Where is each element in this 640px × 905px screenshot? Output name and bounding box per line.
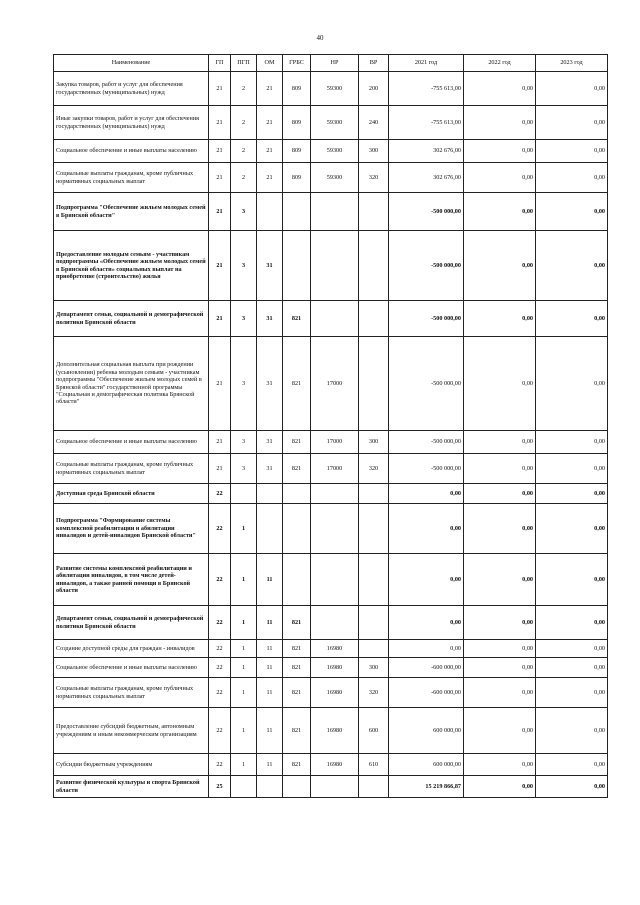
row-name: Социальное обеспечение и иные выплаты населению bbox=[54, 140, 209, 163]
row-gp: 21 bbox=[209, 163, 231, 193]
table-header-row bbox=[54, 55, 608, 72]
row-amount-2023: 0,00 bbox=[536, 504, 608, 554]
row-amount-2023: 0,00 bbox=[536, 72, 608, 106]
row-nr: 17000 bbox=[311, 337, 359, 431]
table-row bbox=[54, 504, 608, 554]
row-name: Предоставление субсидий бюджетным, автономным учреждениям и иным некоммерческим организациям bbox=[54, 708, 209, 754]
row-pgp: 1 bbox=[231, 640, 257, 658]
row-nr: 59300 bbox=[311, 140, 359, 163]
row-amount-2022: 0,00 bbox=[464, 163, 536, 193]
row-amount-2021: 0,00 bbox=[389, 606, 464, 640]
row-gp: 22 bbox=[209, 554, 231, 606]
table-row bbox=[54, 106, 608, 140]
row-amount-2022: 0,00 bbox=[464, 140, 536, 163]
row-om: 21 bbox=[257, 72, 283, 106]
row-name: Департамент семьи, социальной и демографической политики Брянской области bbox=[54, 301, 209, 337]
row-nr bbox=[311, 504, 359, 554]
row-pgp: 3 bbox=[231, 454, 257, 484]
row-nr bbox=[311, 606, 359, 640]
header-gp: ГП bbox=[209, 55, 231, 72]
row-vr bbox=[359, 554, 389, 606]
row-grbs: 821 bbox=[283, 454, 311, 484]
row-amount-2021: -500 000,00 bbox=[389, 431, 464, 454]
row-name: Развитие физической культуры и спорта Брянской области bbox=[54, 776, 209, 798]
row-pgp: 1 bbox=[231, 754, 257, 776]
row-amount-2022: 0,00 bbox=[464, 454, 536, 484]
row-nr: 59300 bbox=[311, 106, 359, 140]
row-gp: 22 bbox=[209, 504, 231, 554]
row-nr bbox=[311, 193, 359, 231]
row-grbs bbox=[283, 504, 311, 554]
page-number: 40 bbox=[316, 34, 324, 42]
row-vr: 600 bbox=[359, 708, 389, 754]
row-vr bbox=[359, 776, 389, 798]
row-amount-2022: 0,00 bbox=[464, 658, 536, 678]
row-om: 11 bbox=[257, 708, 283, 754]
row-vr bbox=[359, 337, 389, 431]
row-amount-2021: 302 676,00 bbox=[389, 163, 464, 193]
row-amount-2022: 0,00 bbox=[464, 231, 536, 301]
row-gp: 21 bbox=[209, 72, 231, 106]
row-amount-2022: 0,00 bbox=[464, 554, 536, 606]
row-nr: 17000 bbox=[311, 454, 359, 484]
row-grbs: 821 bbox=[283, 754, 311, 776]
row-gp: 22 bbox=[209, 754, 231, 776]
header-grbs: ГРБС bbox=[283, 55, 311, 72]
header-2021: 2021 год bbox=[389, 55, 464, 72]
row-amount-2023: 0,00 bbox=[536, 484, 608, 504]
row-gp: 22 bbox=[209, 640, 231, 658]
row-gp: 22 bbox=[209, 658, 231, 678]
row-grbs bbox=[283, 484, 311, 504]
row-amount-2021: -500 000,00 bbox=[389, 193, 464, 231]
row-grbs: 821 bbox=[283, 708, 311, 754]
row-gp: 21 bbox=[209, 431, 231, 454]
row-grbs: 821 bbox=[283, 337, 311, 431]
row-amount-2022: 0,00 bbox=[464, 301, 536, 337]
row-amount-2022: 0,00 bbox=[464, 606, 536, 640]
table-row bbox=[54, 140, 608, 163]
row-nr: 16980 bbox=[311, 708, 359, 754]
row-name: Закупка товаров, работ и услуг для обеспечения государственных (муниципальных) нужд bbox=[54, 72, 209, 106]
table-row bbox=[54, 431, 608, 454]
table-row bbox=[54, 658, 608, 678]
row-amount-2023: 0,00 bbox=[536, 754, 608, 776]
row-amount-2022: 0,00 bbox=[464, 72, 536, 106]
row-amount-2023: 0,00 bbox=[536, 606, 608, 640]
row-nr: 16980 bbox=[311, 640, 359, 658]
row-om bbox=[257, 193, 283, 231]
row-amount-2023: 0,00 bbox=[536, 106, 608, 140]
row-amount-2023: 0,00 bbox=[536, 658, 608, 678]
row-vr bbox=[359, 231, 389, 301]
budget-table bbox=[53, 54, 608, 798]
row-vr: 320 bbox=[359, 163, 389, 193]
row-pgp: 3 bbox=[231, 337, 257, 431]
row-amount-2023: 0,00 bbox=[536, 231, 608, 301]
row-pgp: 1 bbox=[231, 708, 257, 754]
row-name: Подпрограмма "Обеспечение жильем молодых семей в Брянской области" bbox=[54, 193, 209, 231]
row-name: Социальные выплаты гражданам, кроме публичных нормативных социальных выплат bbox=[54, 163, 209, 193]
row-amount-2021: 600 000,00 bbox=[389, 754, 464, 776]
row-gp: 21 bbox=[209, 454, 231, 484]
table-row bbox=[54, 606, 608, 640]
table-row bbox=[54, 484, 608, 504]
row-om bbox=[257, 504, 283, 554]
row-grbs: 809 bbox=[283, 163, 311, 193]
row-vr: 300 bbox=[359, 431, 389, 454]
table-row bbox=[54, 640, 608, 658]
row-amount-2021: 0,00 bbox=[389, 484, 464, 504]
row-name: Иные закупки товаров, работ и услуг для обеспечения государственных (муниципальных) нужд bbox=[54, 106, 209, 140]
row-om: 21 bbox=[257, 106, 283, 140]
row-vr: 320 bbox=[359, 454, 389, 484]
row-amount-2021: 15 219 866,87 bbox=[389, 776, 464, 798]
row-name: Создание доступной среды для граждан - инвалидов bbox=[54, 640, 209, 658]
row-amount-2022: 0,00 bbox=[464, 484, 536, 504]
row-om: 11 bbox=[257, 640, 283, 658]
header-2022: 2022 год bbox=[464, 55, 536, 72]
row-amount-2023: 0,00 bbox=[536, 337, 608, 431]
row-vr: 610 bbox=[359, 754, 389, 776]
header-name: Наименование bbox=[54, 55, 209, 72]
table-row bbox=[54, 554, 608, 606]
row-amount-2023: 0,00 bbox=[536, 454, 608, 484]
row-gp: 22 bbox=[209, 484, 231, 504]
row-nr: 17000 bbox=[311, 431, 359, 454]
row-om: 31 bbox=[257, 337, 283, 431]
row-amount-2022: 0,00 bbox=[464, 640, 536, 658]
row-amount-2021: -600 000,00 bbox=[389, 658, 464, 678]
row-amount-2021: 0,00 bbox=[389, 504, 464, 554]
row-name: Социальное обеспечение и иные выплаты населению bbox=[54, 658, 209, 678]
row-vr bbox=[359, 504, 389, 554]
row-grbs: 821 bbox=[283, 301, 311, 337]
row-pgp: 1 bbox=[231, 678, 257, 708]
row-grbs bbox=[283, 231, 311, 301]
row-amount-2021: 0,00 bbox=[389, 640, 464, 658]
row-grbs bbox=[283, 776, 311, 798]
row-amount-2021: -500 000,00 bbox=[389, 231, 464, 301]
row-name: Подпрограмма "Формирование системы комплексной реабилитации и абилитации инвалидов и детей-инвалидов Брянской области" bbox=[54, 504, 209, 554]
table-row bbox=[54, 776, 608, 798]
row-vr bbox=[359, 484, 389, 504]
row-nr: 16980 bbox=[311, 754, 359, 776]
row-amount-2021: -500 000,00 bbox=[389, 337, 464, 431]
row-nr: 59300 bbox=[311, 163, 359, 193]
row-name: Департамент семьи, социальной и демографической политики Брянской области bbox=[54, 606, 209, 640]
row-pgp bbox=[231, 484, 257, 504]
row-name: Социальные выплаты гражданам, кроме публичных нормативных социальных выплат bbox=[54, 454, 209, 484]
row-vr bbox=[359, 640, 389, 658]
row-pgp: 2 bbox=[231, 163, 257, 193]
row-om bbox=[257, 484, 283, 504]
row-amount-2022: 0,00 bbox=[464, 504, 536, 554]
row-amount-2023: 0,00 bbox=[536, 193, 608, 231]
row-nr bbox=[311, 484, 359, 504]
row-name: Развитие системы комплексной реабилитации и абилитации инвалидов, в том числе детей-инвалидов, а также ранней помощи в Брянской области bbox=[54, 554, 209, 606]
row-pgp: 3 bbox=[231, 231, 257, 301]
row-om bbox=[257, 776, 283, 798]
row-amount-2023: 0,00 bbox=[536, 431, 608, 454]
row-vr: 300 bbox=[359, 140, 389, 163]
table-row bbox=[54, 193, 608, 231]
row-amount-2021: 600 000,00 bbox=[389, 708, 464, 754]
row-grbs: 821 bbox=[283, 431, 311, 454]
row-amount-2022: 0,00 bbox=[464, 776, 536, 798]
row-pgp bbox=[231, 776, 257, 798]
row-grbs: 821 bbox=[283, 678, 311, 708]
row-pgp: 2 bbox=[231, 106, 257, 140]
row-name: Социальное обеспечение и иные выплаты населению bbox=[54, 431, 209, 454]
row-nr: 59300 bbox=[311, 72, 359, 106]
row-amount-2022: 0,00 bbox=[464, 754, 536, 776]
row-vr: 200 bbox=[359, 72, 389, 106]
row-name: Социальные выплаты гражданам, кроме публичных нормативных социальных выплат bbox=[54, 678, 209, 708]
row-pgp: 3 bbox=[231, 431, 257, 454]
row-amount-2021: -600 000,00 bbox=[389, 678, 464, 708]
row-vr bbox=[359, 301, 389, 337]
table-row bbox=[54, 163, 608, 193]
row-om: 31 bbox=[257, 454, 283, 484]
row-nr bbox=[311, 301, 359, 337]
row-gp: 21 bbox=[209, 140, 231, 163]
row-grbs: 809 bbox=[283, 106, 311, 140]
row-pgp: 2 bbox=[231, 72, 257, 106]
row-vr bbox=[359, 193, 389, 231]
row-pgp: 1 bbox=[231, 606, 257, 640]
row-gp: 21 bbox=[209, 337, 231, 431]
row-amount-2022: 0,00 bbox=[464, 678, 536, 708]
row-om: 11 bbox=[257, 606, 283, 640]
row-om: 11 bbox=[257, 554, 283, 606]
row-amount-2021: -500 000,00 bbox=[389, 454, 464, 484]
table-row bbox=[54, 754, 608, 776]
header-pgp: ПГП bbox=[231, 55, 257, 72]
row-pgp: 3 bbox=[231, 193, 257, 231]
row-pgp: 2 bbox=[231, 140, 257, 163]
table-row bbox=[54, 72, 608, 106]
row-om: 31 bbox=[257, 301, 283, 337]
row-vr bbox=[359, 606, 389, 640]
row-grbs: 821 bbox=[283, 606, 311, 640]
table-row bbox=[54, 231, 608, 301]
row-om: 31 bbox=[257, 431, 283, 454]
row-grbs: 821 bbox=[283, 658, 311, 678]
row-nr bbox=[311, 231, 359, 301]
row-gp: 21 bbox=[209, 106, 231, 140]
table-row bbox=[54, 708, 608, 754]
header-om: ОМ bbox=[257, 55, 283, 72]
row-amount-2023: 0,00 bbox=[536, 163, 608, 193]
row-amount-2022: 0,00 bbox=[464, 708, 536, 754]
row-pgp: 1 bbox=[231, 504, 257, 554]
row-pgp: 1 bbox=[231, 554, 257, 606]
row-amount-2023: 0,00 bbox=[536, 708, 608, 754]
row-nr: 16980 bbox=[311, 678, 359, 708]
row-vr: 240 bbox=[359, 106, 389, 140]
table-row bbox=[54, 301, 608, 337]
row-grbs: 809 bbox=[283, 140, 311, 163]
row-vr: 300 bbox=[359, 658, 389, 678]
row-pgp: 3 bbox=[231, 301, 257, 337]
header-vr: ВР bbox=[359, 55, 389, 72]
row-gp: 21 bbox=[209, 231, 231, 301]
row-name: Доступная среда Брянской области bbox=[54, 484, 209, 504]
row-amount-2021: -500 000,00 bbox=[389, 301, 464, 337]
row-gp: 21 bbox=[209, 193, 231, 231]
row-om: 11 bbox=[257, 754, 283, 776]
row-grbs bbox=[283, 554, 311, 606]
row-amount-2022: 0,00 bbox=[464, 106, 536, 140]
row-gp: 25 bbox=[209, 776, 231, 798]
row-nr bbox=[311, 776, 359, 798]
row-amount-2023: 0,00 bbox=[536, 554, 608, 606]
row-om: 31 bbox=[257, 231, 283, 301]
row-gp: 22 bbox=[209, 606, 231, 640]
row-amount-2021: -755 613,00 bbox=[389, 106, 464, 140]
table-row bbox=[54, 454, 608, 484]
row-gp: 22 bbox=[209, 678, 231, 708]
row-amount-2021: -755 613,00 bbox=[389, 72, 464, 106]
row-amount-2021: 302 676,00 bbox=[389, 140, 464, 163]
row-grbs: 821 bbox=[283, 640, 311, 658]
table-row bbox=[54, 678, 608, 708]
row-name: Дополнительная социальная выплата при рождении (усыновлении) ребенка молодым семьям - участникам подпрограммы "Обеспечение жильем молодых семей в Брянской области" государственной программы "Социальная и демографическая политика Брянской области" bbox=[54, 337, 209, 431]
row-nr bbox=[311, 554, 359, 606]
table-row bbox=[54, 337, 608, 431]
row-gp: 22 bbox=[209, 708, 231, 754]
row-grbs bbox=[283, 193, 311, 231]
row-amount-2023: 0,00 bbox=[536, 140, 608, 163]
row-nr: 16980 bbox=[311, 658, 359, 678]
row-amount-2022: 0,00 bbox=[464, 337, 536, 431]
header-nr: НР bbox=[311, 55, 359, 72]
row-amount-2021: 0,00 bbox=[389, 554, 464, 606]
row-vr: 320 bbox=[359, 678, 389, 708]
row-pgp: 1 bbox=[231, 658, 257, 678]
header-2023: 2023 год bbox=[536, 55, 608, 72]
row-amount-2023: 0,00 bbox=[536, 678, 608, 708]
row-om: 11 bbox=[257, 658, 283, 678]
row-grbs: 809 bbox=[283, 72, 311, 106]
row-name: Предоставление молодым семьям - участникам подпрограммы «Обеспечение жильем молодых семей в Брянской области» социальных выплат на приобретение (строительство) жилья bbox=[54, 231, 209, 301]
row-amount-2023: 0,00 bbox=[536, 776, 608, 798]
row-amount-2023: 0,00 bbox=[536, 640, 608, 658]
row-om: 21 bbox=[257, 140, 283, 163]
row-om: 21 bbox=[257, 163, 283, 193]
row-amount-2022: 0,00 bbox=[464, 431, 536, 454]
row-om: 11 bbox=[257, 678, 283, 708]
row-amount-2022: 0,00 bbox=[464, 193, 536, 231]
row-amount-2023: 0,00 bbox=[536, 301, 608, 337]
row-gp: 21 bbox=[209, 301, 231, 337]
row-name: Субсидии бюджетным учреждениям bbox=[54, 754, 209, 776]
